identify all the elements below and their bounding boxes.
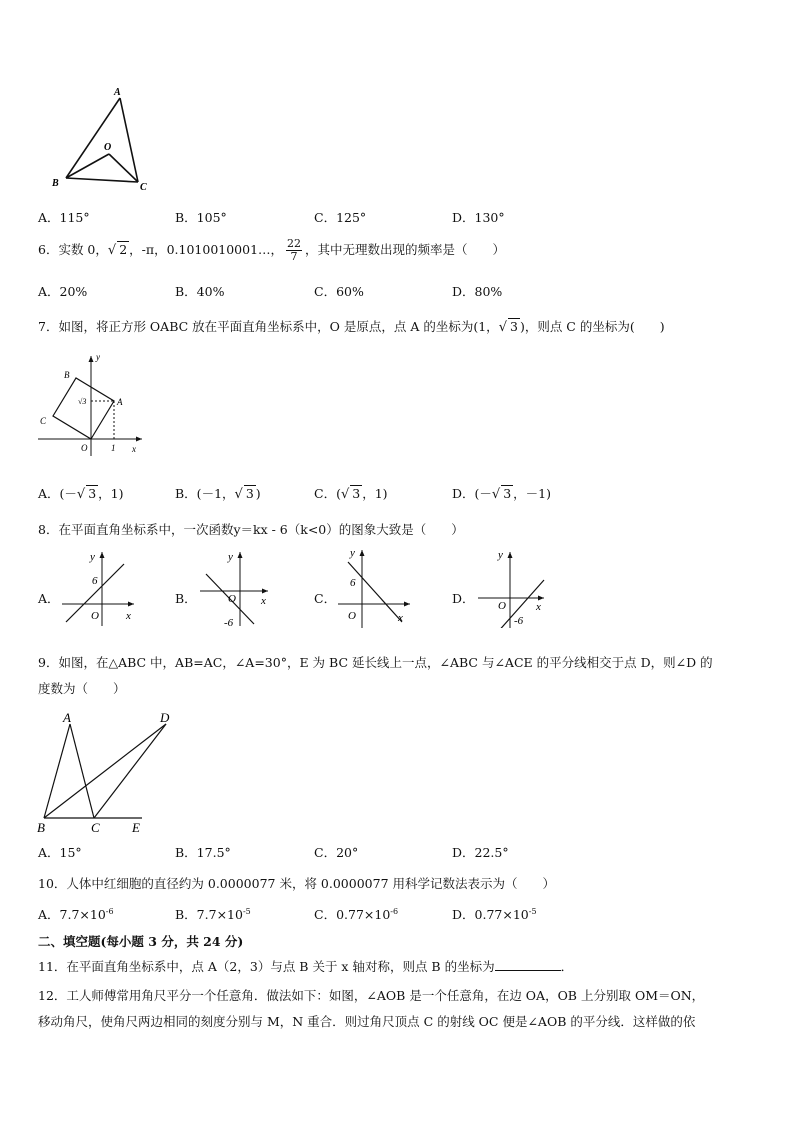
label-y: y [96,352,100,362]
svg-text:-6: -6 [224,617,234,628]
q6-text-middle: ，-π，0.1010010001…， [129,242,284,257]
q7-option-b: B．(－1，√ 3 ) [175,486,261,502]
q11-answer-blank[interactable] [495,959,561,971]
svg-text:O: O [91,610,99,622]
q9-line1: 9．如图，在△ABC 中，AB=AC，∠A=30°，E 为 BC 延长线上一点，∠ABC 与∠ACE 的平分线相交于点 D，则∠D 的 [38,655,713,670]
q8-option-c-letter: C． [314,591,337,606]
q6-text-before: 6．实数 0， [38,242,108,257]
q6-sqrt2: 2 [119,242,128,257]
svg-text:6: 6 [92,575,98,587]
q8-graph-a [58,546,140,628]
label-a: A [63,710,71,725]
label-b: B [64,370,70,380]
q7-option-d: D．(－√ 3 ，－1) [452,486,551,502]
q6-option-a: A．20% [38,284,88,299]
question-8: 8．在平面直角坐标系中，一次函数y＝kx - 6（k<0）的图象大致是（ ） [38,522,464,537]
q7-sqrt3: 3 [509,319,518,334]
q11-text-end: ． [560,959,574,974]
svg-text:x: x [126,610,131,622]
label-b: B [37,820,45,835]
q5-option-c: C．125° [314,210,367,225]
q9-option-d: D．22.5° [452,845,509,860]
q8-option-a-letter: A． [38,591,60,606]
svg-text:y: y [350,547,355,559]
label-c: C [40,416,47,426]
label-one: 1 [111,443,116,453]
q7-text-after: )，则点 C 的坐标为( ) [519,319,665,334]
figure-triangle-abc-point-d [34,708,184,838]
q8-graph-b [196,546,278,628]
q7-option-a: A．(－√ 3 ，1) [38,486,124,502]
q6-fraction [286,238,302,263]
q6-option-b: B．40% [175,284,225,299]
question-9 [38,650,758,702]
label-d: D [160,710,170,725]
question-10: 10．人体中红细胞的直径约为 0.0000077 米，将 0.0000077 用科学记数法表示为（ ） [38,876,555,891]
q8-option-d-letter: D． [452,591,475,606]
label-a: A [117,397,123,407]
q8-option-b-letter: B． [175,591,197,606]
q7-option-c: C．(√ 3 ，1) [314,486,388,502]
svg-text:x: x [536,601,541,613]
label-x: x [132,444,136,454]
q6-frac-den: 7 [290,250,298,263]
svg-text:x: x [261,595,266,607]
q9-option-a: A．15° [38,845,82,860]
svg-text:y: y [228,551,233,563]
svg-text:O: O [348,610,356,622]
q6-text-after: ，其中无理数出现的频率是（ ） [305,242,506,257]
q6-option-d: D．80% [452,284,503,299]
question-6: 6．实数 0，√ 2 ，-π，0.1010010001…， $\frac{22}{7}$ ，其中无理数出现的频率是（ ） [38,237,506,263]
figure-square-oabc [36,350,148,462]
label-c: C [140,182,147,193]
svg-text:O: O [228,593,236,605]
label-a: A [114,87,121,98]
q10-option-a: A．$7.7\times 10^{-6}$ [38,906,114,922]
q12-line1: 12．工人师傅常用角尺平分一个任意角．做法如下：如图，∠AOB 是一个任意角，在边 OA，OB 上分别取 OM＝ON， [38,988,705,1003]
label-root3: √3 [78,397,87,406]
label-c: C [91,820,100,835]
q6-frac-num: 22 [287,237,302,250]
q5-option-a: A．115° [38,210,90,225]
q8-graph-c [334,546,416,628]
section-2-title: 二、填空题(每小题 3 分，共 24 分) [38,934,244,949]
q10-option-d: D．$0.77\times 10^{-5}$ [452,906,537,922]
svg-text:y: y [498,549,503,561]
svg-text:O: O [498,600,506,612]
q9-option-b: B．17.5° [175,845,231,860]
q11-text: 11．在平面直角坐标系中，点 A（2，3）与点 B 关于 x 轴对称，则点 B 的坐标为 [38,959,495,974]
question-12 [38,983,758,1035]
label-e: E [132,820,140,835]
svg-text:x: x [398,612,403,624]
q6-option-c: C．60% [314,284,364,299]
q10-option-b: B．$7.7\times 10^{-5}$ [175,906,251,922]
q9-option-c: C．20° [314,845,359,860]
q12-line2: 移动角尺，使角尺两边相同的刻度分别与 M，N 重合．则过角尺顶点 C 的射线 OC 便是∠AOB 的平分线．这样做的依 [38,1014,696,1029]
svg-text:y: y [90,551,95,563]
q10-option-c: C．$0.77\times 10^{-6}$ [314,906,399,922]
figure-triangle-abc-with-point-o [48,84,158,194]
label-b: B [52,178,59,189]
q5-option-d: D．130° [452,210,505,225]
question-11 [38,957,758,975]
svg-text:6: 6 [350,577,356,589]
label-o: O [104,142,112,153]
q5-option-b: B．105° [175,210,227,225]
svg-text:-6: -6 [514,615,524,627]
label-o: O [81,443,88,453]
q8-graph-d [476,546,558,628]
q9-line2: 度数为（ ） [38,681,126,696]
question-7: 7．如图，将正方形 OABC 放在平面直角坐标系中，O 是原点，点 A 的坐标为(1，√ 3 )，则点 C 的坐标为( ) [38,319,665,335]
q7-text-before: 7．如图，将正方形 OABC 放在平面直角坐标系中，O 是原点，点 A 的坐标为(1， [38,319,499,334]
